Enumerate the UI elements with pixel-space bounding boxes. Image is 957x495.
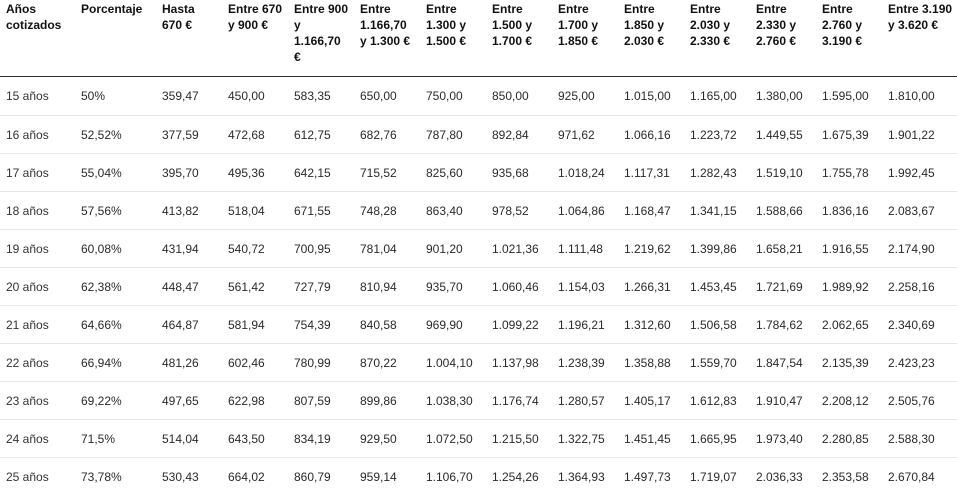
amount-cell: 1.506,58 [684, 306, 750, 344]
amount-cell: 481,26 [156, 344, 222, 382]
amount-cell: 540,72 [222, 230, 288, 268]
column-header [75, 0, 156, 77]
column-header-label: Porcentaje [81, 0, 152, 17]
amount-cell: 1.405,17 [618, 382, 684, 420]
amount-cell: 840,58 [354, 306, 420, 344]
column-header [882, 0, 957, 77]
amount-cell: 969,90 [420, 306, 486, 344]
years-cell: 24 años [0, 420, 75, 458]
amount-cell: 2.340,69 [882, 306, 957, 344]
column-header [222, 0, 288, 77]
amount-cell: 2.083,67 [882, 192, 957, 230]
column-header-label: Entre 670 y 900 € [228, 0, 284, 33]
amount-cell: 780,99 [288, 344, 354, 382]
table-row [0, 154, 957, 192]
column-header [816, 0, 882, 77]
amount-cell: 1.137,98 [486, 344, 552, 382]
amount-cell: 395,70 [156, 154, 222, 192]
column-header-label: Entre 2.330 y 2.760 € [756, 0, 812, 49]
percentage-cell: 57,56% [75, 192, 156, 230]
amount-cell: 2.062,65 [816, 306, 882, 344]
table-row [0, 77, 957, 116]
amount-cell: 870,22 [354, 344, 420, 382]
amount-cell: 1.238,39 [552, 344, 618, 382]
column-header-label: Entre 3.190 y 3.620 € [888, 0, 953, 33]
amount-cell: 925,00 [552, 77, 618, 116]
amount-cell: 448,47 [156, 268, 222, 306]
amount-cell: 1.364,93 [552, 458, 618, 495]
amount-cell: 1.021,36 [486, 230, 552, 268]
amount-cell: 1.358,88 [618, 344, 684, 382]
column-header-label: Entre 2.760 y 3.190 € [822, 0, 878, 49]
amount-cell: 1.106,70 [420, 458, 486, 495]
amount-cell: 825,60 [420, 154, 486, 192]
column-header [354, 0, 420, 77]
amount-cell: 2.353,58 [816, 458, 882, 495]
years-cell: 20 años [0, 268, 75, 306]
amount-cell: 1.916,55 [816, 230, 882, 268]
amount-cell: 1.612,83 [684, 382, 750, 420]
amount-cell: 1.721,69 [750, 268, 816, 306]
amount-cell: 2.135,39 [816, 344, 882, 382]
column-header-label: Entre 1.166,70 y 1.300 € [360, 0, 416, 49]
amount-cell: 899,86 [354, 382, 420, 420]
table-header [0, 0, 957, 77]
column-header-label: Entre 1.700 y 1.850 € [558, 0, 614, 49]
amount-cell: 464,87 [156, 306, 222, 344]
percentage-cell: 55,04% [75, 154, 156, 192]
amount-cell: 1.675,39 [816, 116, 882, 154]
amount-cell: 1.519,10 [750, 154, 816, 192]
amount-cell: 650,00 [354, 77, 420, 116]
amount-cell: 1.559,70 [684, 344, 750, 382]
column-header [750, 0, 816, 77]
percentage-cell: 60,08% [75, 230, 156, 268]
amount-cell: 1.282,43 [684, 154, 750, 192]
amount-cell: 860,79 [288, 458, 354, 495]
amount-cell: 1.399,86 [684, 230, 750, 268]
column-header-label: Entre 2.030 y 2.330 € [690, 0, 746, 49]
column-header-label: Entre 1.300 y 1.500 € [426, 0, 482, 49]
amount-cell: 2.423,23 [882, 344, 957, 382]
amount-cell: 810,94 [354, 268, 420, 306]
amount-cell: 2.588,30 [882, 420, 957, 458]
amount-cell: 2.174,90 [882, 230, 957, 268]
amount-cell: 1.215,50 [486, 420, 552, 458]
amount-cell: 1.219,62 [618, 230, 684, 268]
amount-cell: 2.505,76 [882, 382, 957, 420]
amount-cell: 612,75 [288, 116, 354, 154]
amount-cell: 622,98 [222, 382, 288, 420]
amount-cell: 1.665,95 [684, 420, 750, 458]
amount-cell: 700,95 [288, 230, 354, 268]
years-cell: 17 años [0, 154, 75, 192]
amount-cell: 472,68 [222, 116, 288, 154]
table-row [0, 268, 957, 306]
amount-cell: 431,94 [156, 230, 222, 268]
amount-cell: 1.719,07 [684, 458, 750, 495]
table-row [0, 458, 957, 495]
amount-cell: 518,04 [222, 192, 288, 230]
amount-cell: 359,47 [156, 77, 222, 116]
amount-cell: 971,62 [552, 116, 618, 154]
amount-cell: 1.038,30 [420, 382, 486, 420]
amount-cell: 978,52 [486, 192, 552, 230]
amount-cell: 1.453,45 [684, 268, 750, 306]
amount-cell: 834,19 [288, 420, 354, 458]
amount-cell: 1.072,50 [420, 420, 486, 458]
years-cell: 21 años [0, 306, 75, 344]
amount-cell: 850,00 [486, 77, 552, 116]
amount-cell: 754,39 [288, 306, 354, 344]
amount-cell: 1.992,45 [882, 154, 957, 192]
amount-cell: 1.784,62 [750, 306, 816, 344]
amount-cell: 413,82 [156, 192, 222, 230]
amount-cell: 781,04 [354, 230, 420, 268]
amount-cell: 1.223,72 [684, 116, 750, 154]
amount-cell: 583,35 [288, 77, 354, 116]
amount-cell: 901,20 [420, 230, 486, 268]
amount-cell: 1.836,16 [816, 192, 882, 230]
table-row [0, 420, 957, 458]
percentage-cell: 50% [75, 77, 156, 116]
column-header [0, 0, 75, 77]
amount-cell: 1.497,73 [618, 458, 684, 495]
amount-cell: 664,02 [222, 458, 288, 495]
amount-cell: 863,40 [420, 192, 486, 230]
amount-cell: 1.910,47 [750, 382, 816, 420]
amount-cell: 935,68 [486, 154, 552, 192]
amount-cell: 1.165,00 [684, 77, 750, 116]
amount-cell: 1.266,31 [618, 268, 684, 306]
years-cell: 18 años [0, 192, 75, 230]
amount-cell: 2.036,33 [750, 458, 816, 495]
amount-cell: 1.060,46 [486, 268, 552, 306]
years-cell: 15 años [0, 77, 75, 116]
amount-cell: 2.258,16 [882, 268, 957, 306]
percentage-cell: 64,66% [75, 306, 156, 344]
amount-cell: 727,79 [288, 268, 354, 306]
years-cell: 19 años [0, 230, 75, 268]
years-cell: 16 años [0, 116, 75, 154]
percentage-cell: 66,94% [75, 344, 156, 382]
amount-cell: 1.111,48 [552, 230, 618, 268]
column-header-label: Años cotizados [6, 0, 71, 33]
table-row [0, 382, 957, 420]
amount-cell: 1.989,92 [816, 268, 882, 306]
amount-cell: 929,50 [354, 420, 420, 458]
percentage-cell: 69,22% [75, 382, 156, 420]
amount-cell: 2.280,85 [816, 420, 882, 458]
amount-cell: 1.847,54 [750, 344, 816, 382]
amount-cell: 807,59 [288, 382, 354, 420]
amount-cell: 787,80 [420, 116, 486, 154]
amount-cell: 377,59 [156, 116, 222, 154]
amount-cell: 1.810,00 [882, 77, 957, 116]
amount-cell: 2.670,84 [882, 458, 957, 495]
amount-cell: 1.451,45 [618, 420, 684, 458]
amount-cell: 1.280,57 [552, 382, 618, 420]
amount-cell: 530,43 [156, 458, 222, 495]
column-header [684, 0, 750, 77]
amount-cell: 450,00 [222, 77, 288, 116]
amount-cell: 750,00 [420, 77, 486, 116]
amount-cell: 1.901,22 [882, 116, 957, 154]
percentage-cell: 62,38% [75, 268, 156, 306]
amount-cell: 514,04 [156, 420, 222, 458]
amount-cell: 1.064,86 [552, 192, 618, 230]
column-header-label: Entre 900 y 1.166,70 € [294, 0, 350, 65]
percentage-cell: 52,52% [75, 116, 156, 154]
amount-cell: 1.004,10 [420, 344, 486, 382]
column-header-label: Entre 1.850 y 2.030 € [624, 0, 680, 49]
percentage-cell: 71,5% [75, 420, 156, 458]
percentage-cell: 73,78% [75, 458, 156, 495]
amount-cell: 1.973,40 [750, 420, 816, 458]
amount-cell: 1.380,00 [750, 77, 816, 116]
amount-cell: 581,94 [222, 306, 288, 344]
amount-cell: 1.312,60 [618, 306, 684, 344]
years-cell: 25 años [0, 458, 75, 495]
amount-cell: 959,14 [354, 458, 420, 495]
amount-cell: 1.658,21 [750, 230, 816, 268]
amount-cell: 748,28 [354, 192, 420, 230]
amount-cell: 561,42 [222, 268, 288, 306]
amount-cell: 1.066,16 [618, 116, 684, 154]
amount-cell: 1.254,26 [486, 458, 552, 495]
amount-cell: 1.018,24 [552, 154, 618, 192]
column-header-label: Entre 1.500 y 1.700 € [492, 0, 548, 49]
amount-cell: 497,65 [156, 382, 222, 420]
table-body [0, 77, 957, 495]
years-cell: 23 años [0, 382, 75, 420]
amount-cell: 1.099,22 [486, 306, 552, 344]
column-header [288, 0, 354, 77]
amount-cell: 935,70 [420, 268, 486, 306]
amount-cell: 2.208,12 [816, 382, 882, 420]
amount-cell: 1.015,00 [618, 77, 684, 116]
amount-cell: 1.117,31 [618, 154, 684, 192]
column-header-label: Hasta 670 € [162, 0, 218, 33]
column-header [420, 0, 486, 77]
amount-cell: 892,84 [486, 116, 552, 154]
amount-cell: 715,52 [354, 154, 420, 192]
amount-cell: 1.154,03 [552, 268, 618, 306]
column-header [486, 0, 552, 77]
amount-cell: 1.196,21 [552, 306, 618, 344]
amount-cell: 671,55 [288, 192, 354, 230]
column-header [156, 0, 222, 77]
amount-cell: 682,76 [354, 116, 420, 154]
amount-cell: 602,46 [222, 344, 288, 382]
column-header [552, 0, 618, 77]
amount-cell: 1.176,74 [486, 382, 552, 420]
amount-cell: 495,36 [222, 154, 288, 192]
table-row [0, 230, 957, 268]
table-row [0, 344, 957, 382]
header-row [0, 0, 957, 77]
amount-cell: 1.322,75 [552, 420, 618, 458]
column-header [618, 0, 684, 77]
amount-cell: 1.595,00 [816, 77, 882, 116]
table-row [0, 192, 957, 230]
amount-cell: 1.341,15 [684, 192, 750, 230]
table-row [0, 306, 957, 344]
amount-cell: 1.449,55 [750, 116, 816, 154]
table-row [0, 116, 957, 154]
years-cell: 22 años [0, 344, 75, 382]
amount-cell: 642,15 [288, 154, 354, 192]
amount-cell: 643,50 [222, 420, 288, 458]
amount-cell: 1.168,47 [618, 192, 684, 230]
amount-cell: 1.588,66 [750, 192, 816, 230]
amount-cell: 1.755,78 [816, 154, 882, 192]
